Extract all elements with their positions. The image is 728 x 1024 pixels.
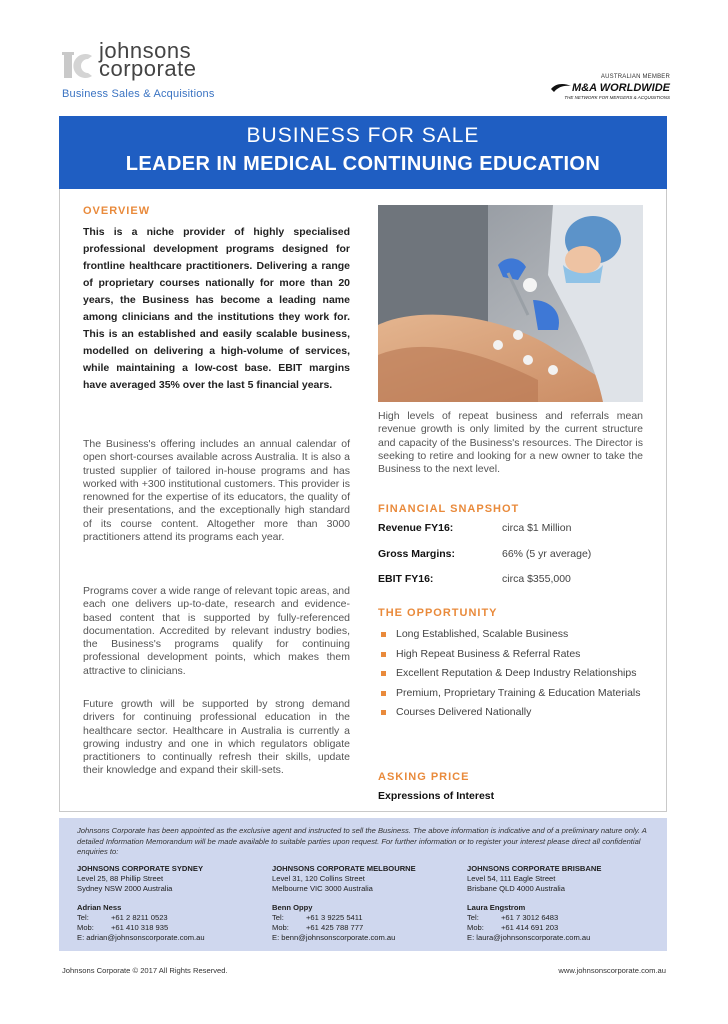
tel-value[interactable]: +61 2 8211 0523 [111, 913, 168, 922]
bullet-icon [381, 691, 386, 696]
overview-heading: OVERVIEW [83, 205, 151, 217]
tel-value[interactable]: +61 7 3012 6483 [501, 913, 559, 922]
asking-value: Expressions of Interest [378, 790, 495, 802]
overview-para-1: The Business's offering includes an annual calendar of open short-courses available across Australia. It is also a trusted supplier of tailored in-house programs and has worked with +300 institutional customers. This provider is renowned for the expertise of its educators, the quality of their presentations, and the exceptionally high standard of its course content. Altogether more than 3000 practitioners attend its programs each year. [83, 438, 350, 544]
tel-label: Tel: [467, 913, 479, 922]
growth-para: High levels of repeat business and referrals mean revenue growth is only limited by the current structure and capacity of the Business's resources. The Director is seeking to retire and looking for a new owner to take the Business to the next level. [378, 410, 643, 476]
office-address-1: Level 31, 120 Collins Street [272, 874, 365, 883]
office-name: JOHNSONS CORPORATE BRISBANE [467, 864, 602, 873]
financial-heading: FINANCIAL SNAPSHOT [378, 503, 520, 515]
footer-website[interactable]: www.johnsonscorporate.com.au [558, 966, 666, 975]
opportunity-list [378, 628, 643, 726]
mob-label: Mob: [77, 923, 94, 932]
list-item-text: Courses Delivered Nationally [396, 706, 532, 718]
logo-name-line1: johnsons [99, 38, 192, 63]
contact-person: Adrian Ness [77, 903, 122, 912]
financial-label: Revenue FY16: [378, 522, 454, 534]
contact-person: Benn Oppy [272, 903, 313, 912]
list-item [378, 706, 643, 720]
office-name: JOHNSONS CORPORATE MELBOURNE [272, 864, 416, 873]
title-band [59, 116, 667, 189]
office-address-1: Level 25, 88 Phillip Street [77, 874, 164, 883]
office-name: JOHNSONS CORPORATE SYDNEY [77, 864, 204, 873]
title-headline: LEADER IN MEDICAL CONTINUING EDUCATION [125, 153, 601, 175]
ma-swoosh-icon [550, 83, 572, 93]
contact-mob [77, 923, 262, 933]
ma-worldwide-badge [520, 74, 670, 100]
office-brisbane [467, 864, 652, 943]
office-melbourne [272, 864, 457, 943]
logo-name-line2: corporate [99, 56, 197, 81]
contact-tel [467, 913, 652, 923]
member-label: AUSTRALIAN MEMBER [600, 74, 670, 80]
contact-person: Laura Engstrom [467, 903, 526, 912]
asking-heading: ASKING PRICE [378, 771, 470, 783]
list-item-text: Long Established, Scalable Business [396, 628, 569, 640]
contact-tel [272, 913, 457, 923]
overview-para-3: Future growth will be supported by strong demand drivers for continuing professional education in the healthcare sector. Healthcare in Australia is currently a growing industry and one in which regulators obligate practitioners to continually refresh their skills, update their knowledge and expand their skill-sets. [83, 698, 350, 777]
tel-label: Tel: [272, 913, 284, 922]
financial-value: circa $355,000 [502, 573, 571, 585]
jc-logo-icon [62, 46, 102, 80]
list-item-text: High Repeat Business & Referral Rates [396, 647, 581, 660]
financial-value: circa $1 Million [502, 522, 572, 534]
financial-value: 66% (5 yr average) [502, 548, 592, 560]
contact-tel [77, 913, 262, 923]
medical-training-photo [378, 205, 643, 402]
list-item-text: Premium, Proprietary Training & Education Materials [396, 686, 641, 699]
member-brand [520, 82, 670, 94]
mob-value[interactable]: +61 414 691 203 [501, 923, 559, 932]
overview-para-2: Programs cover a wide range of relevant topic areas, and each one delivers up-to-date, research and evidence-based content that is supported by fully-referenced documentation. Accredited by relevant industry bodies, the Business's programs qualify for continuing professional development points, which makes them attractive to clinicians. [83, 585, 350, 677]
opportunity-heading: THE OPPORTUNITY [378, 607, 498, 619]
tel-label: Tel: [77, 913, 89, 922]
mob-value[interactable]: +61 410 318 935 [111, 923, 169, 932]
bullet-icon [381, 632, 386, 637]
office-address-2: Melbourne VIC 3000 Australia [272, 884, 373, 893]
list-item [378, 667, 643, 681]
mob-label: Mob: [272, 923, 289, 932]
mob-label: Mob: [467, 923, 484, 932]
tel-value[interactable]: +61 3 9225 5411 [306, 913, 363, 922]
financial-label: Gross Margins: [378, 548, 456, 560]
footer-copyright: Johnsons Corporate © 2017 All Rights Reserved. [62, 966, 228, 975]
member-sub: THE NETWORK FOR MERGERS & ACQUISITIONS [564, 95, 670, 100]
contact-mob [467, 923, 652, 933]
office-address-2: Sydney NSW 2000 Australia [77, 884, 173, 893]
member-brand-text: M&A WORLDWIDE [572, 82, 670, 94]
contact-email[interactable]: E: adrian@johnsonscorporate.com.au [77, 933, 205, 942]
bullet-icon [381, 652, 386, 657]
disclaimer: Johnsons Corporate has been appointed as the exclusive agent and instructed to sell the Business. The above information is indicative and of a preliminary nature only. A detailed Information Memorandum will be made available to suitable parties upon request. For further information or to register your interest please direct all confidential enquiries to: [77, 826, 647, 857]
bullet-icon [381, 710, 386, 715]
logo-name [99, 38, 197, 81]
list-item [378, 648, 643, 662]
mob-value[interactable]: +61 425 788 777 [306, 923, 364, 932]
contact-email[interactable]: E: benn@johnsonscorporate.com.au [272, 933, 396, 942]
list-item-text: Excellent Reputation & Deep Industry Relationships [396, 667, 637, 679]
contact-panel [59, 818, 667, 951]
list-item [378, 687, 643, 701]
bullet-icon [381, 671, 386, 676]
list-item [378, 628, 643, 642]
contact-email[interactable]: E: laura@johnsonscorporate.com.au [467, 933, 591, 942]
office-sydney [77, 864, 262, 943]
contact-mob [272, 923, 457, 933]
logo-tagline: Business Sales & Acquisitions [62, 88, 215, 100]
title-business-for-sale: BUSINESS FOR SALE [246, 124, 480, 147]
office-address-2: Brisbane QLD 4000 Australia [467, 884, 565, 893]
financial-label: EBIT FY16: [378, 573, 434, 585]
office-address-1: Level 54, 111 Eagle Street [467, 874, 556, 883]
overview-lead: This is a niche provider of highly specialised professional development programs designed for frontline healthcare practitioners. Delivering a range of proprietary courses nationally for more than 20 years, the Business has become a leading name among clinicians and the institutions they work for. This is an established and easily scalable business, modelled on delivering a high-volume of services, while maintaining a low-cost base. EBIT margins have averaged 35% over the last 5 financial years. [83, 226, 350, 391]
